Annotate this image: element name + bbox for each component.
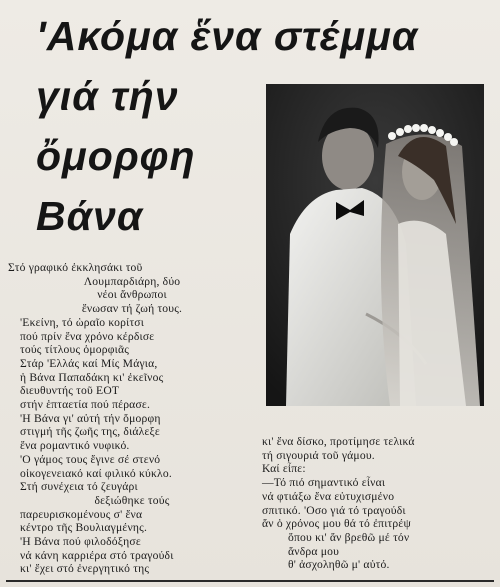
article-line: ἄν ὁ χρόνος μου θά τό ἐπιτρέψ — [262, 517, 411, 531]
article-line: οἰκογενειακό καί φιλικό κύκλο. — [20, 466, 172, 480]
headline-line-4: Βάνα — [36, 193, 144, 239]
article-line: Στάρ 'Ελλάς καί Μίς Μάγια, — [20, 356, 158, 370]
bottom-rule — [6, 580, 494, 582]
headline-line-2: γιά τήν — [36, 73, 179, 119]
article-line: τούς τίτλους ὀμορφιᾶς — [20, 343, 130, 357]
article-line: πού πρίν ἕνα χρόνο κέρδισε — [20, 329, 155, 343]
headline-line-3: ὄμορφη — [36, 133, 196, 179]
article-line: θ' ἀσχοληθῶ μ' αὐτό. — [288, 558, 390, 572]
article-line: διευθυντής τοῦ ΕΟΤ — [20, 384, 120, 398]
headline — [36, 6, 419, 246]
wedding-photo-icon — [266, 84, 484, 406]
article-line: ἕνωσαν τή ζωή τους. — [81, 302, 183, 316]
article-line: ἡ Βάνα Παπαδάκη κι' ἐκεῖνος — [20, 370, 164, 384]
wedding-photo — [266, 84, 484, 406]
article-line: νά κάνη καρριέρα στό τραγούδι — [20, 548, 174, 562]
article-line: παρευρισκομένους σ' ἕνα — [20, 507, 143, 521]
article-line: —Τό πιό σημαντικό εἶναι — [262, 476, 386, 490]
article-line: Καί εἶπε: — [262, 462, 306, 476]
article-line: ἕνα ρομαντικό νυφικό. — [20, 439, 130, 453]
article-line: στήν ἑπταετία πού πέρασε. — [20, 398, 151, 412]
article-line: δεξιώθηκε τούς — [94, 493, 170, 507]
article-line: ὅπου κι' ἄν βρεθῶ μέ τόν — [288, 530, 410, 544]
article-line: Λουμπαρδιάρη, δύο — [83, 274, 181, 288]
article-line: κι' ἕνα δίσκο, προτίμησε τελικά — [262, 435, 415, 448]
article-line: σπιτικό. 'Οσο γιά τό τραγούδι — [262, 503, 406, 517]
article-line: νέοι ἄνθρωποι — [97, 288, 167, 302]
article-line: στιγμή τῆς ζωῆς της, διάλεξε — [20, 425, 160, 439]
article-line: νά φτιάξω ἕνα εὐτυχισμένο — [262, 489, 395, 503]
article-line: 'Η Βάνα πού φιλοδόξησε — [20, 535, 141, 549]
article-line: τή σιγουριά τοῦ γάμου. — [262, 448, 375, 462]
article-line: 'Ο γάμος τους ἔγινε σέ στενό — [20, 452, 161, 466]
article-column-right — [258, 435, 486, 572]
article-column-left — [8, 261, 256, 576]
article-line: Στό γραφικό ἐκκλησάκι τοῦ — [8, 261, 143, 274]
article-line: κέντρο τῆς Βουλιαγμένης. — [20, 521, 148, 535]
article-line: ἄνδρα μου — [288, 544, 340, 558]
article-line: 'Η Βάνα γι' αὐτή τήν ὄμορφη — [20, 411, 161, 425]
article-line: Στή συνέχεια τό ζευγάρι — [20, 480, 138, 494]
article-line: κι' ἔχει στό ἐνεργητικό της — [20, 562, 150, 576]
headline-line-1: 'Ακόμα ἕνα στέμμα — [36, 13, 419, 59]
article-line: 'Εκείνη, τό ὡραῖο κορίτσι — [20, 315, 145, 329]
